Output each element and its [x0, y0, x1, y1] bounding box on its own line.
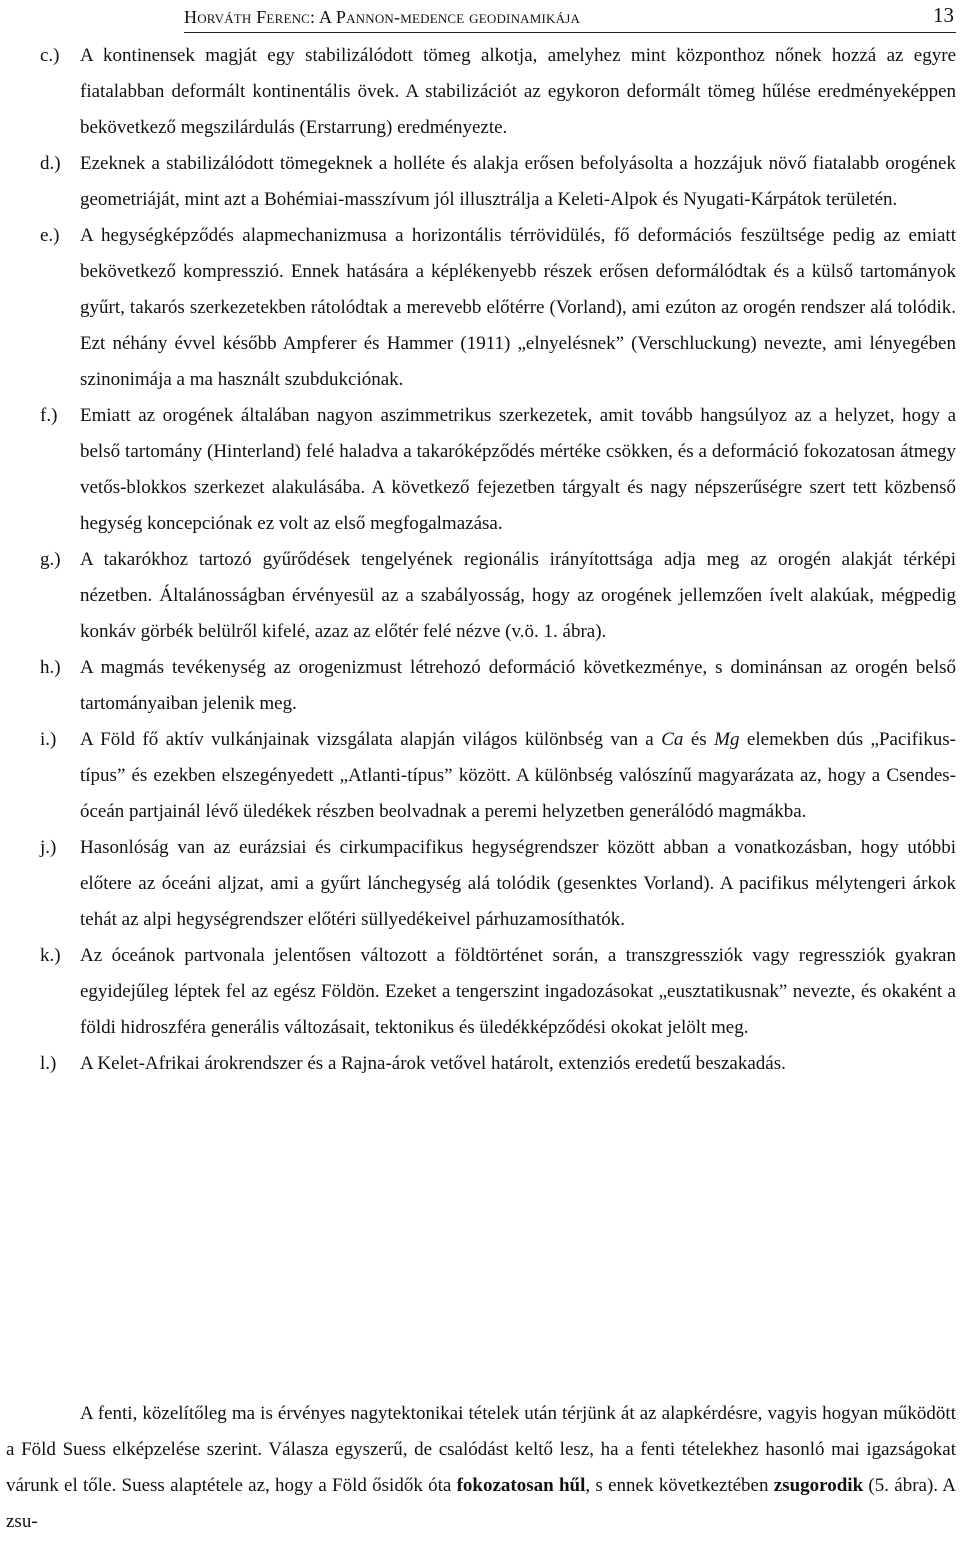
list-item-d — [0, 146, 960, 218]
list-item-l — [0, 1046, 960, 1082]
list-item-i — [0, 722, 960, 830]
list-item-c — [0, 38, 960, 146]
text-run: és — [683, 729, 715, 750]
list-item-text: A magmás tevékenység az orogenizmust létrehozó deformáció következménye, s dominánsan az orogén belső tartományaiban jelenik meg. — [80, 657, 956, 714]
list-item-text — [80, 722, 956, 830]
list-item-label: h.) — [40, 657, 61, 678]
emphasis-bold: zsugorodik — [773, 1475, 864, 1496]
list-item-e — [0, 218, 960, 398]
element-symbol-ca: Ca — [661, 729, 684, 750]
list-item-text: A takarókhoz tartozó gyűrődések tengelyének regionális irányítottsága adja meg az orogén alakját térképi nézetben. Általánosságban érvényesül az a szabályosság, hogy az orogének jellemzően ívelt alakúak, mégpedig konkáv görbék belülről kifelé, azaz az előtér felé nézve (v.ö. 1. ábra). — [80, 549, 956, 642]
text-run: A Föld fő aktív vulkánjainak vizsgálata alapján világos különbség van a — [80, 729, 662, 750]
list-item-text: A Kelet-Afrikai árokrendszer és a Rajna-árok vetővel határolt, extenziós eredetű beszakadás. — [80, 1053, 786, 1074]
text-run: elemekben dús „Pacifikus-típus” és ezekben elszegényedett „Atlanti-típus” között. A különbség valószínű magyarázata az, hogy a Csendes-óceán partjainál lévő üledékek részben beolvadnak a peremi helyzetben generálódó magmákba. — [80, 729, 957, 822]
list-item-text: A kontinensek magját egy stabilizálódott tömeg alkotja, amelyhez mint központhoz nőnek hozzá az egyre fiatalabban deformált kontinentális övek. A stabilizációt az egykoron deformált tömeg hűlése eredményeképpen bekövetkező megszilárdulás (Erstarrung) eredményezte. — [80, 45, 956, 138]
list-item-g — [0, 542, 960, 650]
list-item-label: g.) — [40, 549, 61, 570]
running-header — [184, 4, 956, 33]
list-item-h — [0, 650, 960, 722]
list-item-k — [0, 938, 960, 1046]
list-item-text: A hegységképződés alapmechanizmusa a horizontális térrövidülés, fő deformációs feszültsége pedig az emiatt bekövetkező kompresszió. Ennek hatására a képlékenyebb részek erősen deformálódtak és a külső tartományok gyűrt, takarós szerkezetekben rátolódtak a merevebb előtérre (Vorland), ami ezúton az orogén rendszer alá tolódik. Ezt néhány évvel később Ampferer és Hammer (1911) „elnyelésnek” (Verschluckung) nevezte, ami lényegében szinonimája a ma használt szubdukciónak. — [80, 225, 956, 390]
list-item-text: Ezeknek a stabilizálódott tömegeknek a holléte és alakja erősen befolyásolta a hozzájuk növő fiatalabb orogének geometriáját, mint azt a Bohémiai-masszívum jól illusztrálja a Keleti-Alpok és Nyugati-Kárpátok területén. — [80, 153, 956, 210]
emphasis-bold: fokozatosan hűl — [456, 1475, 586, 1496]
list-item-f — [0, 398, 960, 542]
list-item-label: k.) — [40, 945, 61, 966]
list-item-label: e.) — [40, 225, 60, 246]
element-symbol-mg: Mg — [714, 729, 740, 750]
page-number: 13 — [933, 3, 954, 27]
list-item-j — [0, 830, 960, 938]
header-title: Horváth Ferenc: A Pannon-medence geodinamikája — [184, 7, 581, 27]
text-run: (5. ábra). A zsu- — [6, 1475, 957, 1532]
list-item-label: j.) — [40, 837, 57, 858]
numbered-list — [0, 38, 960, 1082]
list-item-label: i.) — [40, 729, 57, 750]
list-item-label: l.) — [40, 1053, 57, 1074]
list-item-text: Emiatt az orogének általában nagyon aszimmetrikus szerkezetek, amit tovább hangsúlyoz az a helyzet, hogy a belső tartomány (Hinterland) felé haladva a takaróképződés mértéke csökken, és a deformáció fokozatosan átmegy vetős-blokkos szerkezet alakulásába. A következő fejezetben tárgyalt és nagy népszerűségre szert tett közbenső hegység koncepciónak ez volt az első megfogalmazása. — [80, 405, 956, 534]
list-item-label: f.) — [40, 405, 58, 426]
list-item-text: Az óceánok partvonala jelentősen változott a földtörténet során, a transzgressziók vagy regressziók gyakran egyidejűleg léptek fel az egész Földön. Ezeket a tengerszint ingadozásokat „eusztatikusnak” nevezte, és okaként a földi hidroszféra generális változásait, tektonikus és üledékképződési okokat jelölt meg. — [80, 945, 956, 1038]
closing-paragraph — [6, 1396, 956, 1540]
text-run: A fenti, közelítőleg ma is érvényes nagytektonikai tételek után térjünk át az alapkérdésre, vagyis hogyan működött a Föld Suess elképzelése szerint. Válasza egyszerű, de csalódást keltő lesz, ha a fenti tételekhez hasonló mai igazságokat várunk el tőle. Suess alaptétele az, hogy a Föld ősidők óta — [6, 1403, 956, 1496]
list-item-label: d.) — [40, 153, 61, 174]
list-item-label: c.) — [40, 45, 60, 66]
list-item-text: Hasonlóság van az eurázsiai és cirkumpacifikus hegységrendszer között abban a vonatkozásban, hogy utóbbi előtere az óceáni aljzat, ami a gyűrt lánchegység alá tolódik (gesenktes Vorland). A pacifikus mélytengeri árkok tehát az alpi hegységrendszer előtéri süllyedékeivel párhuzamosíthatók. — [80, 837, 956, 930]
text-run: , s ennek következtében — [585, 1475, 774, 1496]
